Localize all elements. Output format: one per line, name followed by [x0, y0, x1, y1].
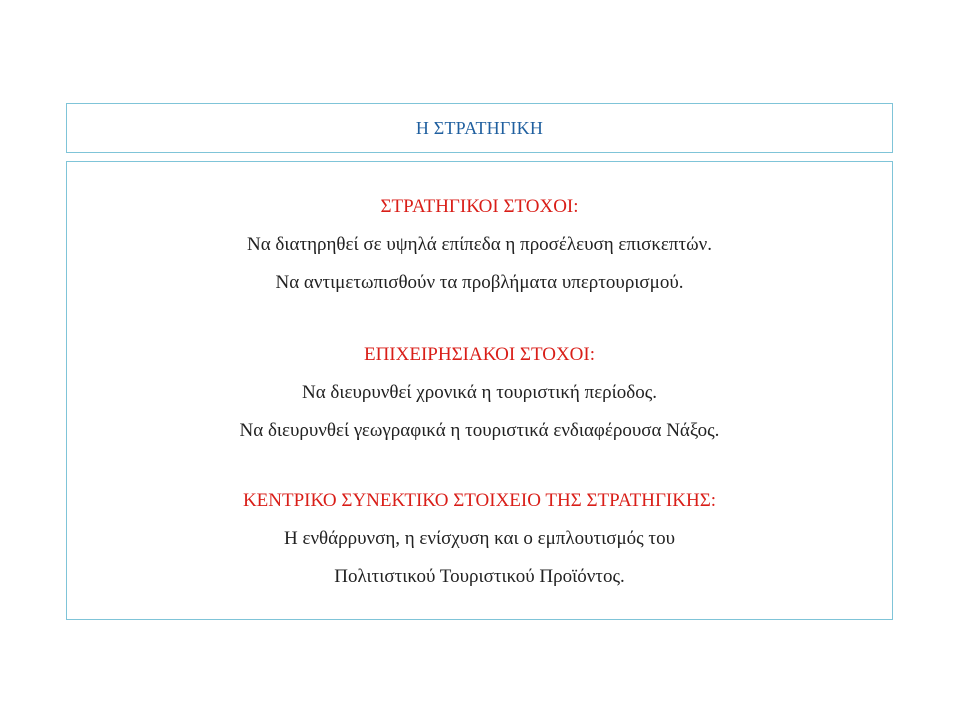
- section-line: Να διευρυνθεί χρονικά η τουριστική περίοδος.: [302, 382, 657, 403]
- section-heading: ΕΠΙΧΕΙΡΗΣΙΑΚΟΙ ΣΤΟΧΟΙ:: [363, 344, 595, 365]
- section-heading: ΚΕΝΤΡΙΚΟ ΣΥΝΕΚΤΙΚΟ ΣΤΟΙΧΕΙΟ ΤΗΣ ΣΤΡΑΤΗΓΙΚΗΣ:: [242, 490, 717, 511]
- section-line: Να διατηρηθεί σε υψηλά επίπεδα η προσέλευση επισκεπτών.: [247, 234, 712, 255]
- section-line: Η ενθάρρυνση, η ενίσχυση και ο εμπλουτισμός του: [284, 528, 675, 549]
- section-line: Να αντιμετωπισθούν τα προβλήματα υπερτουρισμού.: [275, 272, 684, 293]
- section-line: Να διευρυνθεί γεωγραφικά η τουριστικά ενδιαφέρουσα Νάξος.: [239, 420, 720, 441]
- section-central-element: [67, 482, 892, 596]
- content-box: [66, 161, 893, 620]
- section-strategic-goals: [67, 188, 892, 302]
- slide-title: Η ΣΤΡΑΤΗΓΙΚΗ: [415, 117, 544, 138]
- title-box: [66, 103, 893, 153]
- section-operational-goals: [67, 336, 892, 450]
- section-heading: ΣΤΡΑΤΗΓΙΚΟΙ ΣΤΟΧΟΙ:: [380, 196, 579, 217]
- section-line: Πολιτιστικού Τουριστικού Προϊόντος.: [334, 566, 625, 587]
